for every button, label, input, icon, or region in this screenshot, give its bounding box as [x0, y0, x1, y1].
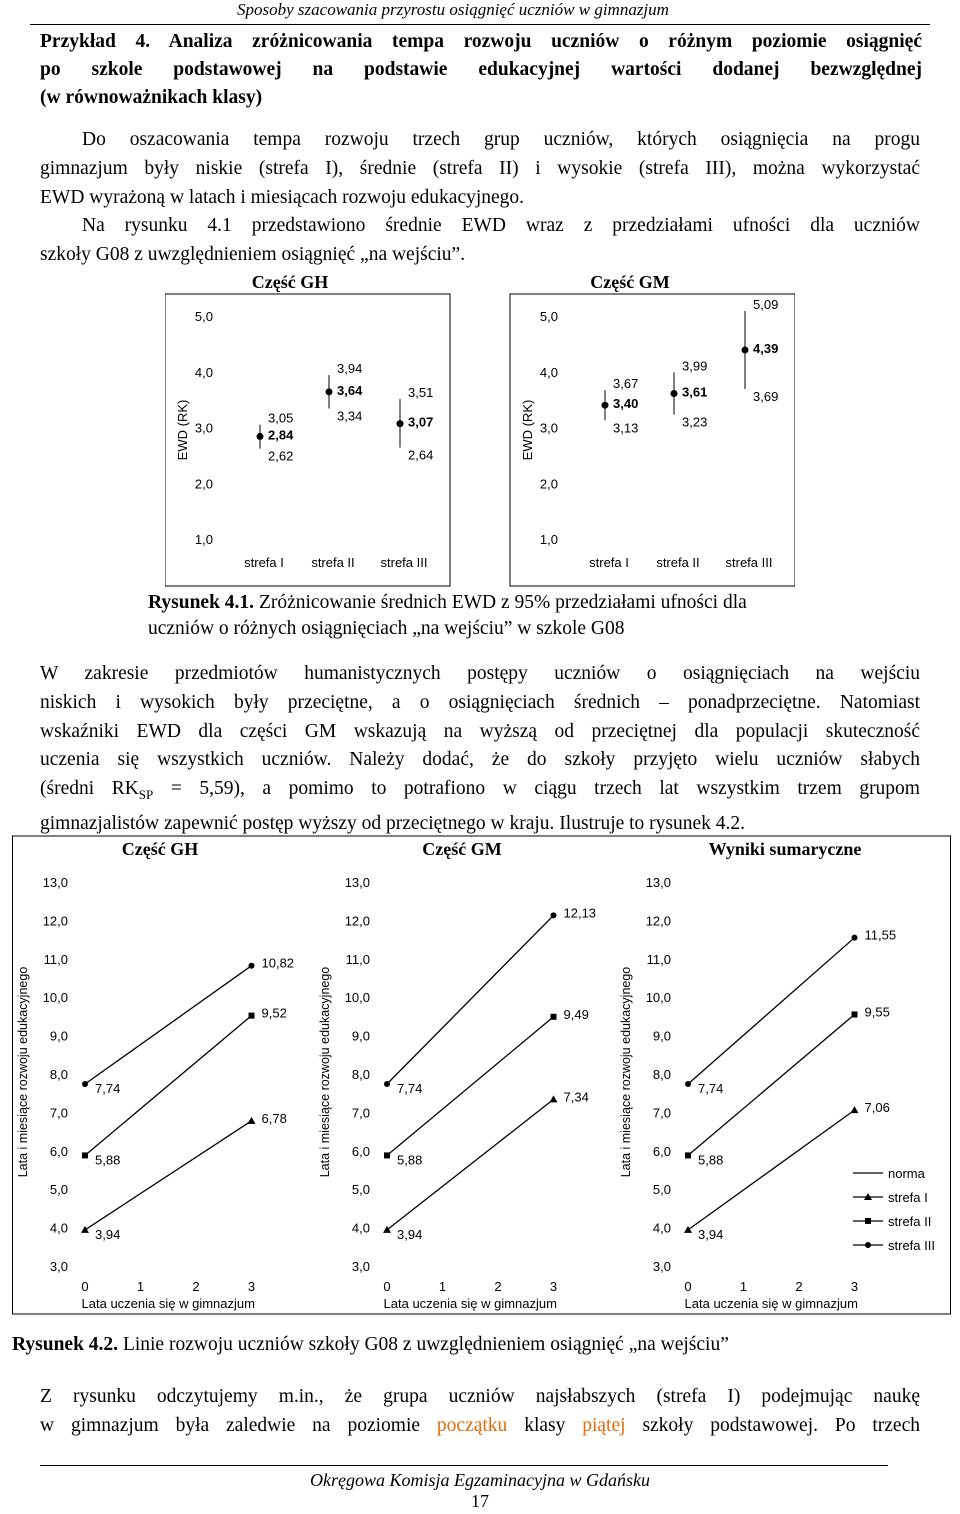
highlighted-word: piątej [582, 1414, 626, 1436]
legend-label: strefa II [888, 1214, 932, 1229]
upper-bound-label: 3,51 [408, 385, 434, 401]
page-number: 17 [471, 1491, 489, 1511]
y-tick-label: 3,0 [49, 1259, 68, 1274]
header-rule [30, 24, 930, 25]
series-line [85, 1121, 252, 1230]
y-tick-label: 1,0 [194, 532, 213, 547]
upper-bound-label: 3,67 [613, 376, 639, 392]
mean-point [602, 402, 609, 409]
paragraph-line: gimnazjalistów zapewnić postęp wyższy od przeciętnego w kraju. Ilustruje to rysunek 4.2. [40, 812, 746, 834]
y-tick-label: 10,0 [42, 990, 68, 1006]
x-tick-label: strefa II [311, 555, 355, 570]
text-run: w gimnazjum była zaledwie na poziomie [40, 1414, 437, 1436]
square-marker [551, 1014, 557, 1020]
chart-title: Część GH [251, 272, 329, 292]
upper-bound-label: 3,99 [682, 358, 708, 374]
circle-marker [865, 1242, 871, 1248]
y-tick-label: 7,0 [652, 1105, 671, 1121]
paragraph-line: Do oszacowania tempa rozwoju trzech grup uczniów, których osiągnięcia na progu [82, 129, 920, 150]
caption-label: Rysunek 4.1. [148, 592, 255, 613]
y-tick-label: 2,0 [539, 476, 558, 492]
text-run: = 5,59), a pomimo to potrafiono w ciągu trzech lat wszystkim trzem grupom [153, 778, 920, 800]
y-tick-label: 7,0 [351, 1105, 370, 1121]
y-tick-label: 9,0 [351, 1028, 370, 1044]
mean-value-label: 3,61 [682, 384, 708, 400]
paragraph-line: Z rysunku odczytujemy m.in., że grupa uczniów najsłabszych (strefa I) podejmując naukę [40, 1386, 920, 1407]
y-tick-label: 1,0 [539, 532, 558, 547]
lower-bound-label: 2,64 [408, 447, 434, 463]
y-tick-label: 10,0 [645, 990, 671, 1006]
y-tick-label: 11,0 [646, 951, 671, 967]
circle-marker [384, 1081, 390, 1087]
mean-value-label: 3,07 [408, 414, 434, 430]
series-line [387, 915, 554, 1084]
x-tick-label: 1 [438, 1279, 447, 1294]
start-value-label: 3,94 [397, 1226, 423, 1242]
triangle-marker [851, 1106, 859, 1113]
triangle-marker [550, 1095, 558, 1102]
y-tick-label: 5,0 [351, 1182, 370, 1198]
start-value-label: 5,88 [95, 1152, 121, 1168]
y-tick-label: 11,0 [43, 951, 68, 967]
series-line [85, 966, 252, 1084]
mean-point [671, 390, 678, 397]
chart-title: Część GM [422, 839, 502, 859]
paragraph-line: niskich i wysokich były przeciętne, a o osiągnięciach średnich – ponadprzeciętne. Natomiast [40, 691, 920, 713]
x-tick-label: 0 [383, 1279, 391, 1294]
y-tick-label: 5,0 [194, 309, 213, 324]
y-tick-label: 13,0 [645, 875, 671, 890]
start-value-label: 5,88 [397, 1152, 423, 1168]
square-marker [685, 1152, 691, 1158]
subscript: SP [138, 787, 154, 803]
paragraph-2 [40, 660, 920, 839]
paragraph-line: uczenia się wszystkich uczniów. Należy dodać, że do szkoły przyjęto wielu uczniów słabych [40, 749, 920, 771]
highlighted-word: początku [436, 1414, 508, 1436]
square-marker [852, 1011, 858, 1017]
upper-bound-label: 3,94 [337, 361, 363, 377]
y-tick-label: 3,0 [351, 1259, 370, 1274]
footer-organization: Okręgowa Komisja Egzaminacyjna w Gdańsku [310, 1470, 650, 1490]
y-tick-label: 4,0 [194, 364, 213, 380]
circle-marker [852, 935, 858, 941]
circle-marker [685, 1081, 691, 1087]
y-tick-label: 13,0 [42, 875, 68, 890]
paragraph-line [40, 1412, 920, 1441]
end-value-label: 11,55 [864, 927, 897, 943]
y-tick-label: 8,0 [351, 1067, 370, 1082]
y-tick-label: 4,0 [351, 1220, 370, 1236]
mean-point [257, 433, 264, 440]
page-header [0, 0, 960, 20]
y-tick-label: 4,0 [49, 1220, 68, 1236]
mean-point [742, 347, 749, 354]
start-value-label: 7,74 [698, 1080, 724, 1096]
paragraph-3 [40, 1383, 920, 1441]
y-tick-label: 9,0 [652, 1028, 671, 1044]
triangle-marker [684, 1226, 692, 1233]
figure-4-2-charts [12, 830, 952, 1320]
x-tick-label: strefa I [244, 555, 284, 570]
start-value-label: 7,74 [397, 1080, 423, 1096]
mean-point [397, 420, 404, 427]
series-line [688, 1110, 855, 1230]
paragraph-line: W zakresie przedmiotów humanistycznych postępy uczniów o osiągnięciach na wejściu [40, 663, 920, 684]
square-marker [82, 1152, 88, 1158]
start-value-label: 3,94 [95, 1226, 121, 1242]
caption-label: Rysunek 4.2. [12, 1334, 119, 1355]
y-tick-label: 12,0 [344, 913, 370, 929]
chart-gh-lines [13, 836, 951, 1314]
end-value-label: 7,34 [563, 1089, 589, 1105]
end-value-label: 7,06 [864, 1100, 890, 1116]
paragraph-line: gimnazjum były niskie (strefa I), średnie (strefa II) i wysokie (strefa III), można wykorzystać [40, 157, 920, 179]
start-value-label: 3,94 [698, 1226, 724, 1242]
chart-frame [13, 836, 951, 1314]
x-tick-label: 0 [684, 1279, 692, 1294]
x-tick-label: 0 [81, 1279, 89, 1294]
start-value-label: 7,74 [95, 1080, 121, 1096]
paragraph-line: EWD wyrażoną w latach i miesiącach rozwoju edukacyjnego. [40, 186, 525, 208]
y-tick-label: 8,0 [652, 1067, 671, 1082]
triangle-marker [81, 1226, 89, 1233]
triangle-marker [248, 1117, 256, 1124]
paragraph-line: Na rysunku 4.1 przedstawiono średnie EWD wraz z przedziałami ufności dla uczniów [82, 215, 920, 237]
y-tick-label: 8,0 [49, 1067, 68, 1082]
figure-4-1-caption [148, 590, 848, 642]
y-tick-label: 3,0 [652, 1259, 671, 1274]
x-tick-label: strefa I [589, 555, 629, 570]
x-tick-label: strefa III [380, 555, 428, 570]
heading-line: po szkole podstawowej na podstawie edukacyjnej wartości dodanej bezwzględnej [40, 59, 922, 80]
start-value-label: 5,88 [698, 1152, 724, 1168]
y-tick-label: 5,0 [652, 1182, 671, 1198]
heading-line: (w równoważnikach klasy) [40, 87, 263, 108]
chart-summary-lines [619, 839, 935, 1311]
mean-point [326, 388, 333, 395]
chart-title: Część GM [590, 272, 670, 292]
lower-bound-label: 3,13 [613, 420, 639, 436]
x-tick-label: strefa II [656, 555, 700, 570]
x-tick-label: strefa III [725, 555, 773, 570]
figure-4-1-charts [165, 268, 795, 588]
legend-label: norma [888, 1166, 925, 1181]
mean-value-label: 2,84 [268, 427, 294, 443]
caption-text: Linie rozwoju uczniów szkoły G08 z uwzględnieniem osiągnięć „na wejściu” [122, 1334, 729, 1355]
y-tick-label: 6,0 [652, 1143, 671, 1159]
y-axis-label: Lata i miesiące rozwoju edukacyjnego [619, 966, 633, 1178]
y-tick-label: 3,0 [194, 420, 213, 436]
circle-marker [82, 1081, 88, 1087]
caption-text: uczniów o różnych osiągnięciach „na wejściu” w szkole G08 [148, 618, 625, 639]
text-run: szkoły podstawowej. Po trzech [625, 1414, 920, 1436]
circle-marker [249, 963, 255, 969]
mean-value-label: 4,39 [753, 341, 779, 357]
y-tick-label: 4,0 [652, 1220, 671, 1236]
chart-gm-ewd [510, 272, 795, 586]
x-axis-label: Lata uczenia się w gimnazjum [684, 1296, 858, 1311]
legend-label: strefa III [888, 1238, 935, 1253]
y-tick-label: 5,0 [49, 1182, 68, 1198]
y-axis-label: Lata i miesiące rozwoju edukacyjnego [16, 966, 30, 1178]
heading-line: Przykład 4. Analiza zróżnicowania tempa rozwoju uczniów o różnym poziomie osiągnięć [40, 31, 922, 52]
lower-bound-label: 3,34 [337, 408, 363, 424]
square-marker [249, 1013, 255, 1019]
legend-label: strefa I [888, 1190, 928, 1205]
chart-title: Wyniki sumaryczne [708, 839, 862, 859]
x-tick-label: 2 [494, 1279, 502, 1294]
y-tick-label: 12,0 [645, 913, 671, 929]
mean-value-label: 3,64 [337, 382, 363, 398]
text-run: (średni RK [40, 778, 139, 800]
y-tick-label: 12,0 [42, 913, 68, 929]
end-value-label: 9,49 [563, 1006, 589, 1022]
x-tick-label: 2 [192, 1279, 200, 1294]
end-value-label: 9,55 [864, 1004, 890, 1020]
x-axis-label: Lata uczenia się w gimnazjum [81, 1296, 255, 1311]
y-axis-label: EWD (RK) [520, 399, 535, 461]
lower-bound-label: 2,62 [268, 448, 294, 464]
lower-bound-label: 3,69 [753, 389, 779, 405]
y-tick-label: 5,0 [539, 309, 558, 324]
y-tick-label: 10,0 [344, 990, 370, 1006]
x-axis-label: Lata uczenia się w gimnazjum [383, 1296, 557, 1311]
lower-bound-label: 3,23 [682, 414, 708, 430]
y-tick-label: 7,0 [49, 1105, 68, 1121]
paragraph-line [40, 775, 920, 810]
y-tick-label: 9,0 [49, 1028, 68, 1044]
text-run: klasy [507, 1414, 583, 1436]
y-tick-label: 2,0 [194, 476, 213, 492]
end-value-label: 12,13 [563, 905, 597, 921]
y-tick-label: 11,0 [345, 951, 370, 967]
intro-paragraph [40, 126, 920, 270]
running-title: Sposoby szacowania przyrostu osiągnięć uczniów w gimnazjum [237, 0, 669, 19]
chart-title: Część GH [121, 839, 199, 859]
footer-rule [40, 1465, 888, 1466]
square-marker [384, 1152, 390, 1158]
figure-4-2-caption [12, 1332, 942, 1358]
y-tick-label: 3,0 [539, 420, 558, 436]
y-axis-label: Lata i miesiące rozwoju edukacyjnego [318, 966, 332, 1178]
y-tick-label: 6,0 [351, 1143, 370, 1159]
x-tick-label: 3 [247, 1279, 256, 1294]
chart-gh-ewd [165, 272, 450, 586]
example-heading [40, 28, 922, 112]
end-value-label: 9,52 [261, 1005, 287, 1021]
x-tick-label: 1 [739, 1279, 748, 1294]
circle-marker [551, 912, 557, 918]
x-tick-label: 3 [850, 1279, 859, 1294]
x-tick-label: 3 [549, 1279, 558, 1294]
y-tick-label: 4,0 [539, 364, 558, 380]
caption-text: Zróżnicowanie średnich EWD z 95% przedziałami ufności dla [258, 592, 747, 613]
upper-bound-label: 3,05 [268, 410, 294, 426]
y-axis-label: EWD (RK) [175, 399, 190, 461]
mean-value-label: 3,40 [613, 396, 639, 412]
y-tick-label: 13,0 [344, 875, 370, 890]
x-tick-label: 1 [136, 1279, 145, 1294]
paragraph-line: szkoły G08 z uwzględnieniem osiągnięć „na wejściu”. [40, 244, 466, 266]
square-marker [865, 1218, 871, 1224]
y-tick-label: 6,0 [49, 1143, 68, 1159]
upper-bound-label: 5,09 [753, 296, 779, 312]
chart-gm-lines [318, 839, 596, 1311]
x-tick-label: 2 [795, 1279, 803, 1294]
end-value-label: 10,82 [261, 955, 295, 971]
end-value-label: 6,78 [261, 1110, 287, 1126]
paragraph-line: wskaźniki EWD dla części GM wskazują na wyższą od przeciętnej dla populacji skuteczność [40, 720, 920, 742]
series-line [688, 938, 855, 1084]
